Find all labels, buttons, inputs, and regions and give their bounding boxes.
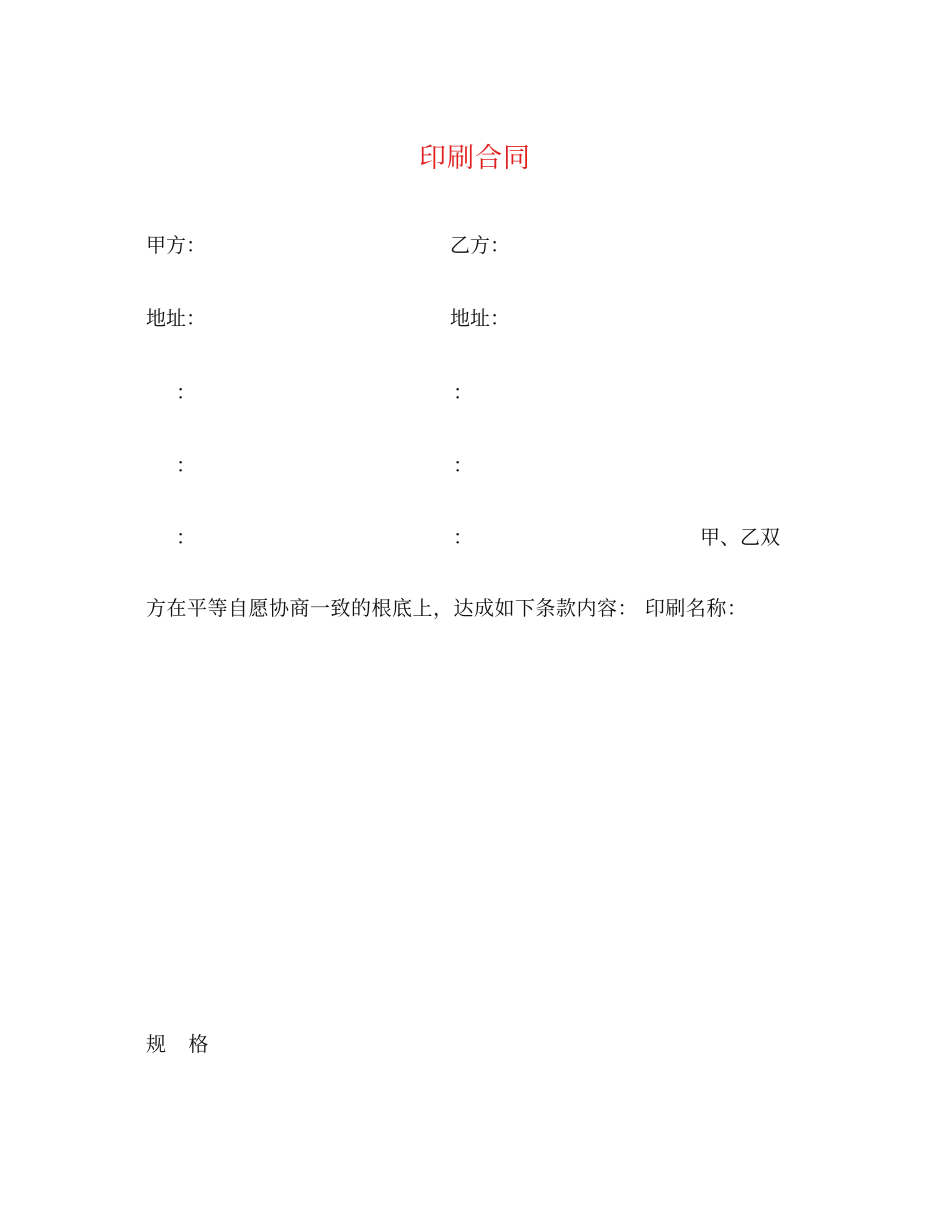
party-a-field-colon: ： [176, 453, 196, 477]
party-b-field-colon: ： [453, 453, 473, 477]
party-b-address-label: 地址： [450, 306, 510, 330]
party-a-field-colon: ： [176, 525, 196, 549]
party-b-field-colon: ： [453, 525, 473, 549]
spec-label: 规 格 [146, 1032, 217, 1056]
party-b-label: 乙方： [450, 233, 510, 257]
party-b-field-colon: ： [453, 380, 473, 404]
party-a-label: 甲方： [146, 233, 206, 257]
agreement-paragraph: 方在平等自愿协商一致的根底上，达成如下条款内容： 印刷名称： [146, 596, 748, 620]
paragraph-lead-text: 甲、乙双 [700, 525, 780, 549]
document-title: 印刷合同 [419, 143, 531, 174]
party-a-field-colon: ： [176, 380, 196, 404]
party-a-address-label: 地址： [146, 306, 206, 330]
